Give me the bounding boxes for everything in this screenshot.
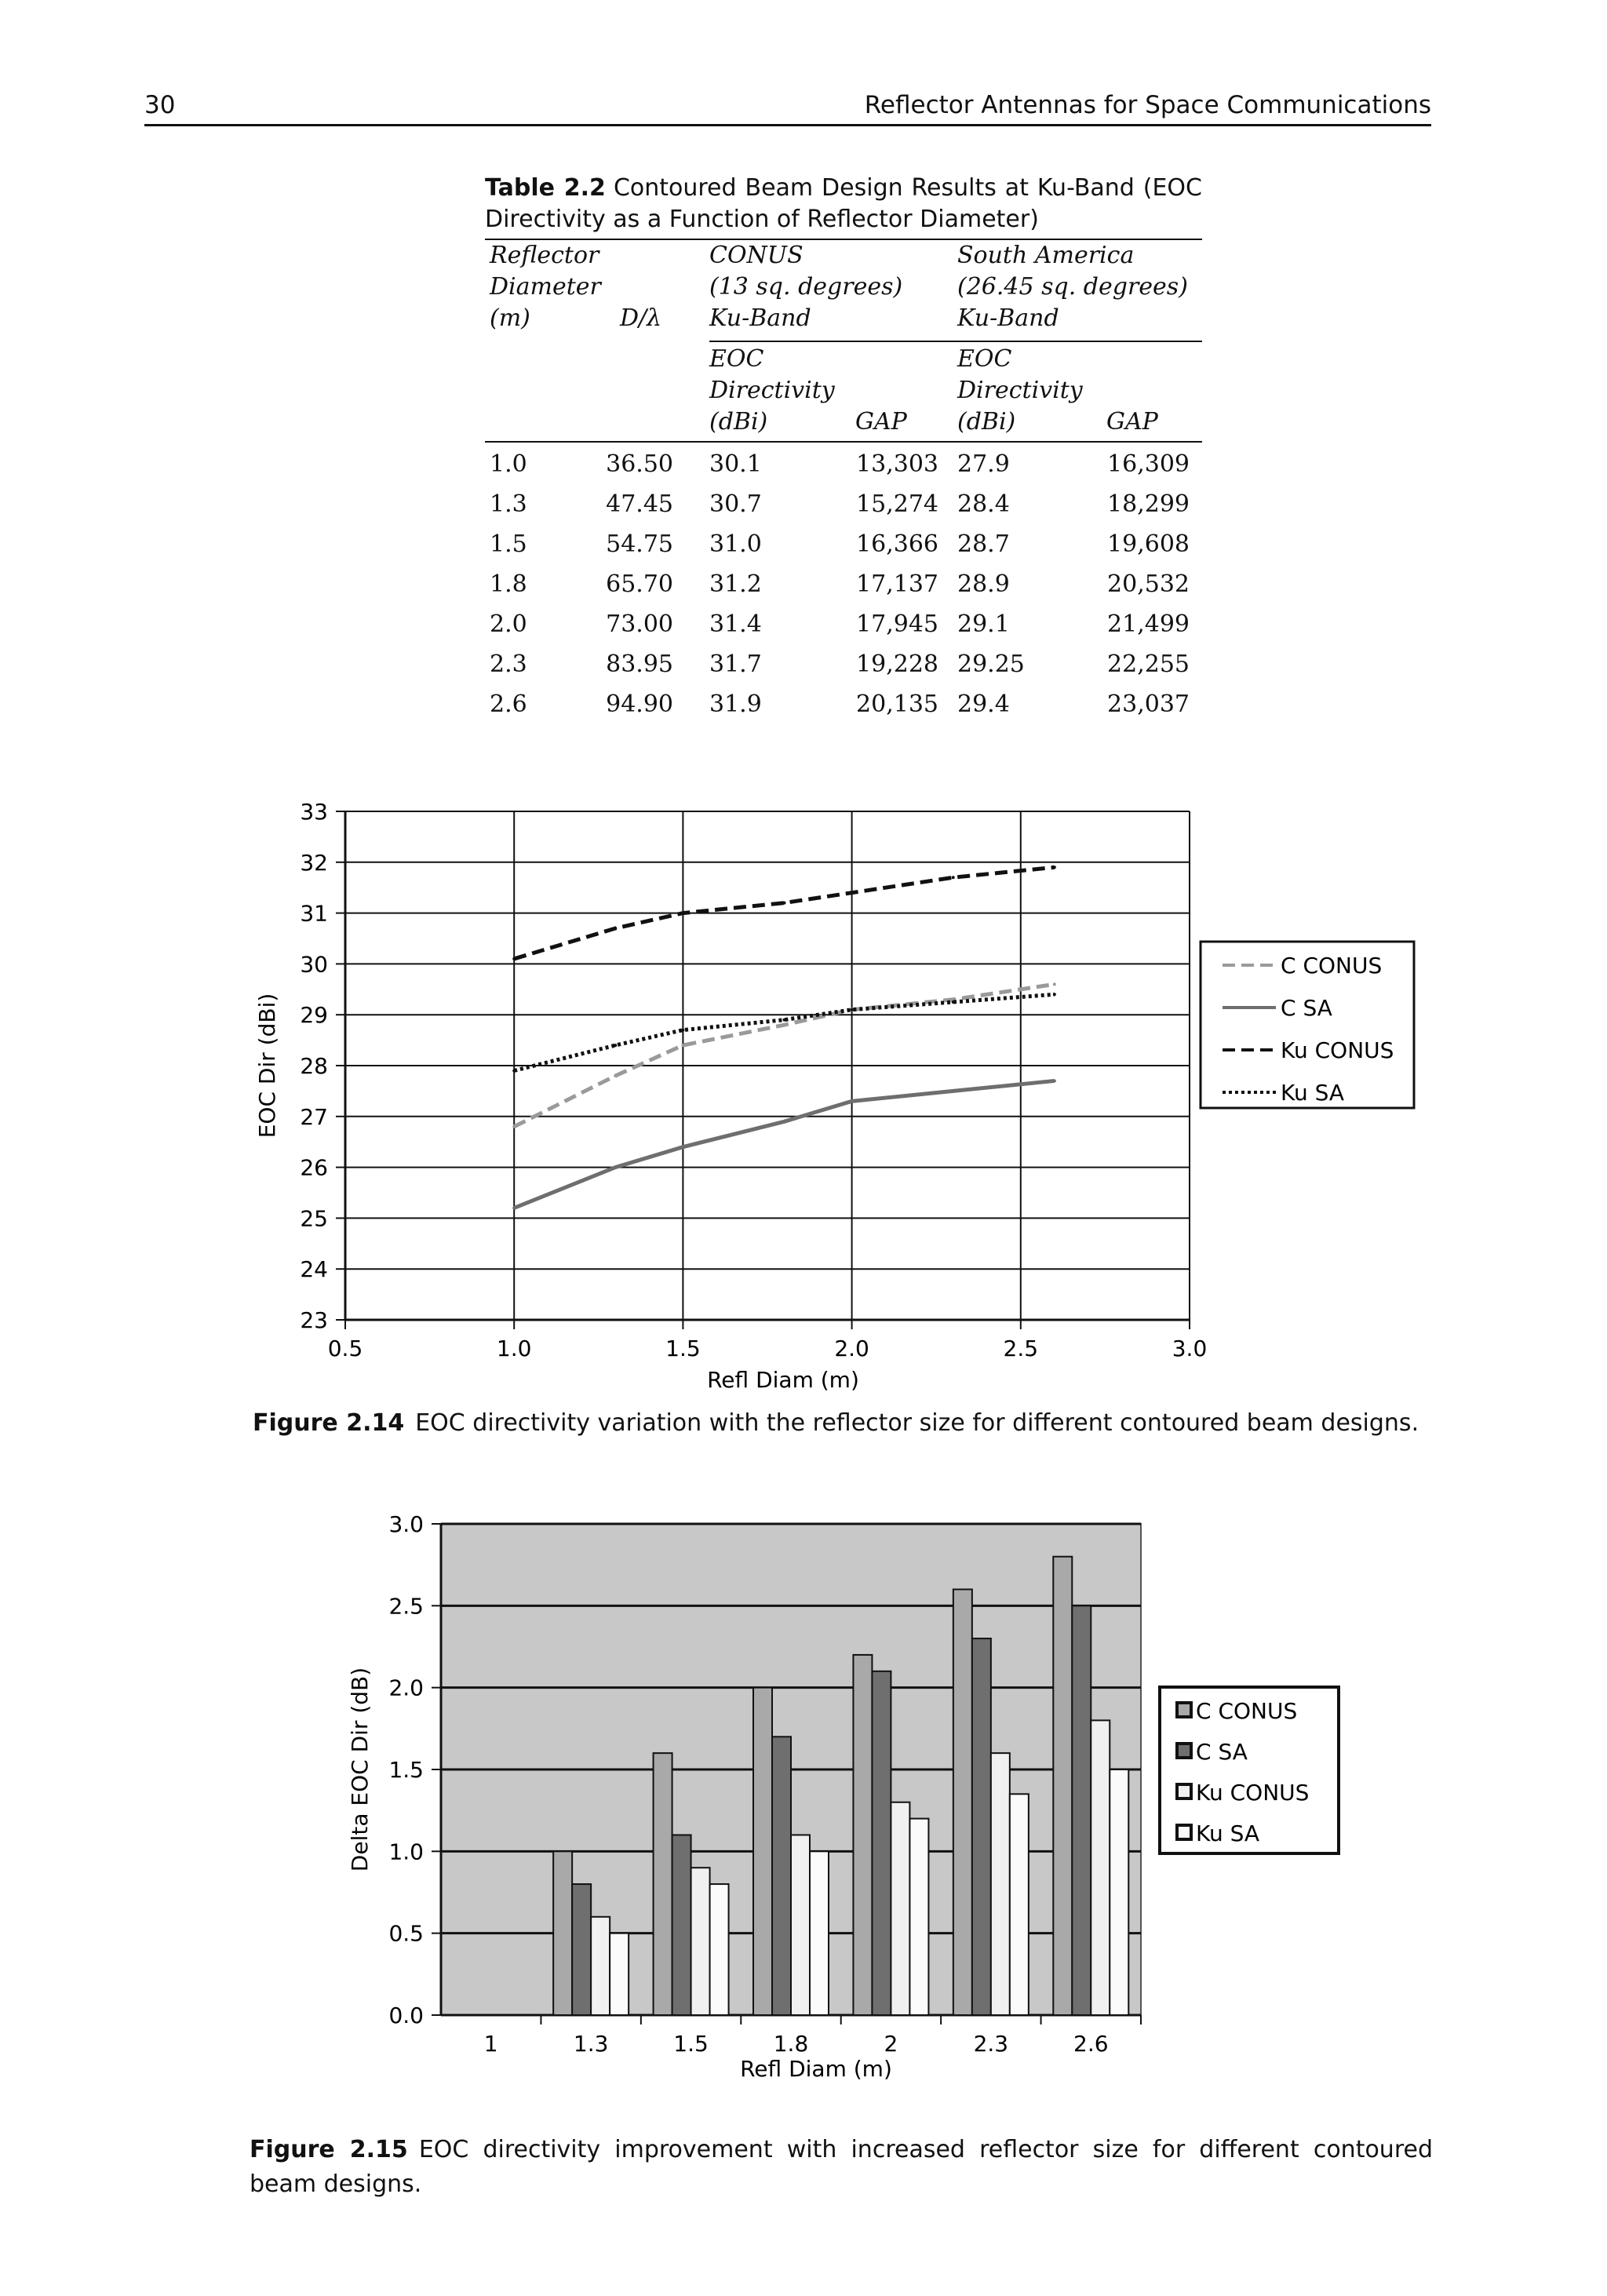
- table-cell-diameter: 2.0: [490, 610, 527, 638]
- x-tick-label: 0.5: [327, 1336, 363, 1361]
- bar-c-sa: [972, 1638, 991, 2015]
- header-sa-1: South America: [957, 242, 1135, 269]
- bar-ku-conus: [991, 1753, 1010, 2015]
- table-cell-d-lambda: 36.50: [606, 450, 673, 478]
- bar-c-sa: [672, 1835, 691, 2015]
- table-cell-conus-eoc: 30.1: [709, 450, 762, 478]
- table-cell-sa-eoc: 28.7: [957, 530, 1010, 558]
- table-cell-conus-gap: 16,366: [856, 530, 938, 558]
- table-cell-sa-gap: 21,499: [1107, 610, 1190, 638]
- table-cell-sa-gap: 19,608: [1107, 530, 1190, 558]
- bar-c-conus: [753, 1688, 772, 2015]
- header-sa-2: (26.45 sq. degrees): [957, 273, 1188, 301]
- x-tick-label: 1.5: [665, 1336, 701, 1361]
- table-cell-conus-eoc: 30.7: [709, 490, 762, 518]
- legend-label: Ku CONUS: [1281, 1037, 1394, 1063]
- y-tick-label: 23: [300, 1307, 328, 1333]
- bar-ku-conus: [891, 1802, 909, 2015]
- table-cell-sa-eoc: 28.9: [957, 570, 1010, 598]
- figure-2-15-label: Figure 2.15: [250, 2136, 408, 2163]
- y-tick-label: 2.0: [388, 1675, 424, 1701]
- legend-label: Ku SA: [1196, 1820, 1260, 1846]
- header-eoc-sa-1: EOC: [957, 345, 1012, 373]
- header-reflector-3: (m): [490, 304, 530, 332]
- bar-c-conus: [654, 1753, 672, 2015]
- table-cell-sa-gap: 20,532: [1107, 570, 1190, 598]
- header-gap-sa: GAP: [1106, 408, 1158, 436]
- table-cell-conus-eoc: 31.9: [709, 691, 762, 718]
- y-axis-title: Delta EOC Dir (dB): [347, 1667, 373, 1872]
- table-label: Table 2.2: [485, 174, 606, 202]
- header-eoc-conus-3: (dBi): [709, 408, 768, 436]
- x-tick-label: 2: [884, 2031, 898, 2057]
- x-tick-label: 2.5: [1003, 1336, 1039, 1361]
- figure-2-15-caption-text: EOC directivity improvement with increased reflector size for different contoured beam designs.: [250, 2136, 1433, 2198]
- legend-swatch: [1177, 1703, 1191, 1717]
- y-tick-label: 32: [300, 849, 328, 876]
- bar-c-sa: [1072, 1605, 1091, 2015]
- header-eoc-sa-3: (dBi): [957, 408, 1016, 436]
- table-cell-conus-eoc: 31.4: [709, 610, 762, 638]
- table-cell-sa-gap: 18,299: [1107, 490, 1190, 518]
- y-tick-label: 0.5: [388, 1920, 424, 1947]
- legend-swatch: [1177, 1784, 1191, 1799]
- table-cell-d-lambda: 73.00: [606, 610, 673, 638]
- bar-ku-sa: [610, 1933, 629, 2015]
- legend-label: C CONUS: [1196, 1698, 1298, 1724]
- table-cell-conus-gap: 17,137: [856, 570, 938, 598]
- y-tick-label: 33: [300, 799, 328, 825]
- y-tick-label: 1.0: [388, 1839, 424, 1865]
- table-cell-d-lambda: 54.75: [606, 530, 673, 558]
- header-eoc-conus-1: EOC: [709, 345, 764, 373]
- x-axis-title: Refl Diam (m): [740, 2056, 892, 2082]
- header-conus-1: CONUS: [709, 242, 804, 269]
- bar-ku-sa: [1110, 1769, 1128, 2015]
- table-cell-diameter: 2.6: [490, 691, 527, 718]
- header-d-lambda: D/λ: [620, 304, 662, 332]
- table-cell-d-lambda: 83.95: [606, 651, 673, 678]
- y-axis-title: EOC Dir (dBi): [254, 993, 280, 1139]
- header-conus-2: (13 sq. degrees): [709, 273, 903, 301]
- bar-c-conus: [1053, 1557, 1072, 2015]
- header-reflector-2: Diameter: [490, 273, 601, 301]
- table-cell-conus-eoc: 31.7: [709, 651, 762, 678]
- bar-ku-conus: [791, 1835, 810, 2015]
- table-cell-sa-eoc: 29.1: [957, 610, 1010, 638]
- header-conus-3: Ku-Band: [709, 304, 811, 332]
- header-gap-conus: GAP: [855, 408, 907, 436]
- bar-ku-conus: [591, 1917, 610, 2015]
- header-eoc-conus-2: Directivity: [709, 377, 835, 404]
- bar-c-sa: [572, 1884, 591, 2015]
- bar-c-conus: [953, 1589, 972, 2015]
- table-cell-diameter: 1.3: [490, 490, 527, 518]
- header-sa-3: Ku-Band: [957, 304, 1059, 332]
- table-caption-text: Contoured Beam Design Results at Ku-Band (EOC Directivity as a Function of Reflector Diameter): [485, 174, 1202, 233]
- legend-label: C SA: [1281, 995, 1332, 1021]
- bar-ku-conus: [691, 1868, 710, 2015]
- table-cell-diameter: 1.8: [490, 570, 527, 598]
- table-cell-sa-gap: 16,309: [1107, 450, 1190, 478]
- bar-c-conus: [553, 1851, 572, 2015]
- bar-c-sa: [772, 1737, 791, 2015]
- running-title: Reflector Antennas for Space Communications: [864, 91, 1431, 119]
- y-tick-label: 2.5: [388, 1593, 424, 1620]
- table-cell-d-lambda: 47.45: [606, 490, 673, 518]
- legend-swatch: [1177, 1744, 1191, 1758]
- bar-ku-sa: [909, 1819, 928, 2015]
- y-tick-label: 0.0: [388, 2003, 424, 2028]
- bar-ku-sa: [810, 1851, 829, 2015]
- table-cell-sa-gap: 23,037: [1107, 691, 1190, 718]
- table-cell-conus-gap: 19,228: [856, 651, 938, 678]
- x-axis-title: Refl Diam (m): [707, 1367, 859, 1393]
- header-eoc-sa-2: Directivity: [957, 377, 1083, 404]
- bar-ku-sa: [710, 1884, 729, 2015]
- table-cell-sa-eoc: 27.9: [957, 450, 1010, 478]
- legend-label: C CONUS: [1281, 953, 1383, 979]
- y-tick-label: 29: [300, 1002, 328, 1029]
- table-cell-sa-eoc: 29.4: [957, 691, 1010, 718]
- bar-ku-conus: [1091, 1720, 1110, 2015]
- y-tick-label: 31: [300, 900, 328, 927]
- legend-swatch: [1177, 1825, 1191, 1839]
- table-cell-conus-gap: 20,135: [856, 691, 938, 718]
- table-cell-diameter: 2.3: [490, 651, 527, 678]
- y-tick-label: 30: [300, 951, 328, 978]
- y-tick-label: 24: [300, 1256, 328, 1283]
- table-cell-diameter: 1.0: [490, 450, 527, 478]
- table-cell-d-lambda: 94.90: [606, 691, 673, 718]
- bar-ku-sa: [1010, 1794, 1029, 2015]
- figure-2-15-caption: [250, 2133, 1433, 2202]
- x-tick-label: 1.5: [673, 2031, 709, 2057]
- bar-c-sa: [872, 1671, 891, 2015]
- x-tick-label: 1.0: [496, 1336, 532, 1361]
- legend-label: C SA: [1196, 1739, 1248, 1765]
- x-tick-label: 1: [483, 2031, 498, 2057]
- table-cell-conus-gap: 15,274: [856, 490, 938, 518]
- y-tick-label: 25: [300, 1205, 328, 1232]
- table-cell-sa-eoc: 28.4: [957, 490, 1010, 518]
- bar-c-conus: [853, 1655, 872, 2015]
- table-cell-conus-eoc: 31.0: [709, 530, 762, 558]
- table-cell-conus-eoc: 31.2: [709, 570, 762, 598]
- x-tick-label: 3.0: [1172, 1336, 1208, 1361]
- y-tick-label: 28: [300, 1053, 328, 1079]
- y-tick-label: 1.5: [388, 1757, 424, 1783]
- x-tick-label: 1.3: [573, 2031, 609, 2057]
- figure-2-14-label: Figure 2.14: [253, 1409, 405, 1437]
- x-tick-label: 2.3: [973, 2031, 1009, 2057]
- legend-label: Ku SA: [1281, 1080, 1345, 1106]
- table-cell-sa-gap: 22,255: [1107, 651, 1190, 678]
- x-tick-label: 2.0: [834, 1336, 869, 1361]
- y-tick-label: 26: [300, 1154, 328, 1181]
- table-cell-sa-eoc: 29.25: [957, 651, 1025, 678]
- header-reflector-1: Reflector: [490, 242, 599, 269]
- table-cell-conus-gap: 17,945: [856, 610, 938, 638]
- x-tick-label: 2.6: [1073, 2031, 1109, 2057]
- page-number: 30: [144, 91, 176, 119]
- y-tick-label: 3.0: [388, 1511, 424, 1537]
- figure-2-14-caption-text: EOC directivity variation with the reflector size for different contoured beam designs.: [415, 1409, 1419, 1437]
- table-cell-d-lambda: 65.70: [606, 570, 673, 598]
- y-tick-label: 27: [300, 1103, 328, 1130]
- table-cell-diameter: 1.5: [490, 530, 527, 558]
- table-cell-conus-gap: 13,303: [856, 450, 938, 478]
- legend-label: Ku CONUS: [1196, 1780, 1310, 1806]
- x-tick-label: 1.8: [773, 2031, 809, 2057]
